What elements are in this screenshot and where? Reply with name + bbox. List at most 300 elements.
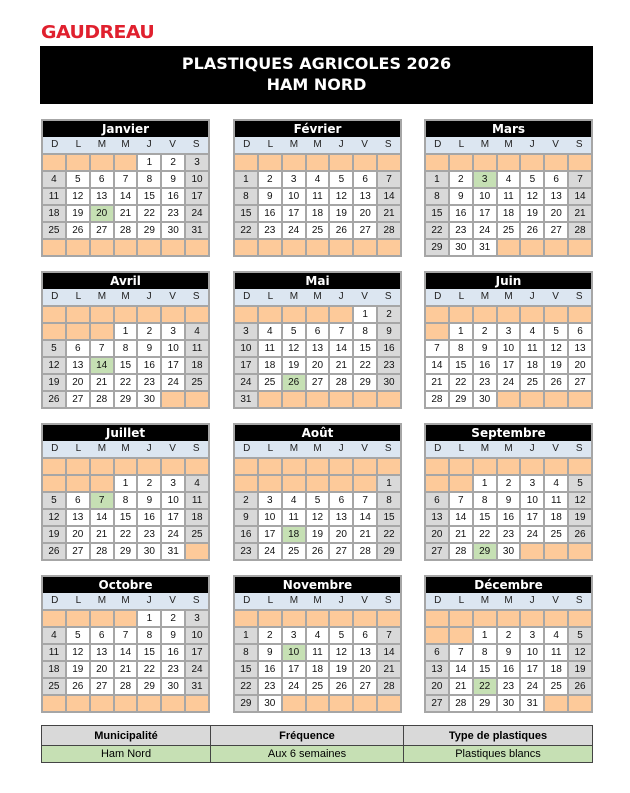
- month-calendar: [41, 271, 210, 409]
- weekday-letter: J: [329, 137, 353, 153]
- weekday-letter: S: [184, 593, 208, 609]
- day-cell: 23: [235, 544, 257, 559]
- day-cell: 27: [569, 375, 591, 390]
- day-cell: 21: [378, 662, 400, 677]
- day-cell: 4: [283, 493, 305, 508]
- weekday-letter: J: [520, 137, 544, 153]
- day-cell: 17: [498, 358, 520, 373]
- day-cell: 22: [138, 662, 160, 677]
- day-cell: 14: [354, 510, 376, 525]
- weekday-header-row: [425, 441, 592, 457]
- day-cell: 14: [115, 645, 137, 660]
- collection-day-cell: 3: [474, 172, 496, 187]
- empty-cell: [330, 392, 352, 407]
- day-cell: 12: [43, 510, 65, 525]
- day-cell: 5: [43, 493, 65, 508]
- empty-cell: [43, 476, 65, 491]
- day-cell: 26: [67, 679, 89, 694]
- empty-cell: [235, 240, 257, 255]
- day-cell: 20: [545, 206, 567, 221]
- day-cell: 21: [354, 527, 376, 542]
- weekday-letter: D: [43, 137, 67, 153]
- day-cell: 5: [330, 628, 352, 643]
- frequence-value: Aux 6 semaines: [211, 746, 404, 763]
- day-cell: 11: [545, 493, 567, 508]
- empty-cell: [474, 611, 496, 626]
- day-cell: 19: [283, 358, 305, 373]
- empty-cell: [569, 155, 591, 170]
- empty-cell: [521, 392, 543, 407]
- gaudreau-logo: GAUDREAU: [41, 22, 155, 43]
- day-cell: 21: [115, 206, 137, 221]
- day-cell: 2: [162, 155, 184, 170]
- day-cell: 26: [569, 527, 591, 542]
- day-cell: 5: [283, 324, 305, 339]
- weekday-header-row: [42, 289, 209, 305]
- collection-day-cell: 14: [91, 358, 113, 373]
- day-cell: 13: [426, 510, 448, 525]
- day-cell: 13: [354, 189, 376, 204]
- day-cell: 25: [43, 679, 65, 694]
- day-cell: 11: [186, 493, 208, 508]
- day-cell: 14: [330, 341, 352, 356]
- day-cell: 6: [91, 172, 113, 187]
- day-cell: 31: [162, 544, 184, 559]
- empty-cell: [330, 476, 352, 491]
- title-line-2: HAM NORD: [266, 75, 367, 94]
- day-cell: 10: [235, 341, 257, 356]
- empty-cell: [283, 392, 305, 407]
- day-cell: 28: [115, 223, 137, 238]
- empty-cell: [259, 392, 281, 407]
- weekday-letter: L: [450, 593, 474, 609]
- day-cell: 11: [259, 341, 281, 356]
- day-cell: 4: [521, 324, 543, 339]
- day-cell: 21: [378, 206, 400, 221]
- day-cell: 13: [91, 645, 113, 660]
- empty-cell: [498, 240, 520, 255]
- day-cell: 4: [186, 476, 208, 491]
- day-cell: 17: [235, 358, 257, 373]
- empty-cell: [426, 307, 448, 322]
- weekday-letter: S: [184, 137, 208, 153]
- empty-cell: [426, 611, 448, 626]
- day-cell: 21: [330, 358, 352, 373]
- day-cell: 25: [521, 375, 543, 390]
- day-cell: 23: [138, 375, 160, 390]
- empty-cell: [354, 392, 376, 407]
- day-cell: 12: [67, 645, 89, 660]
- title-line-1: PLASTIQUES AGRICOLES 2026: [181, 54, 452, 73]
- month-calendar: [233, 575, 402, 713]
- collection-day-cell: 18: [283, 527, 305, 542]
- day-cell: 11: [43, 645, 65, 660]
- day-cell: 24: [521, 679, 543, 694]
- day-cell: 5: [569, 476, 591, 491]
- empty-cell: [43, 307, 65, 322]
- month-name: Octobre: [43, 577, 208, 593]
- empty-cell: [283, 476, 305, 491]
- weekday-letter: V: [544, 441, 568, 457]
- day-cell: 20: [354, 206, 376, 221]
- empty-cell: [307, 155, 329, 170]
- day-cell: 9: [162, 628, 184, 643]
- day-cell: 16: [259, 662, 281, 677]
- empty-cell: [307, 611, 329, 626]
- day-cell: 4: [545, 628, 567, 643]
- day-cell: 7: [354, 493, 376, 508]
- empty-cell: [162, 240, 184, 255]
- day-cell: 23: [378, 358, 400, 373]
- day-cell: 6: [545, 172, 567, 187]
- weekday-letter: L: [67, 441, 91, 457]
- day-cell: 15: [378, 510, 400, 525]
- empty-cell: [91, 155, 113, 170]
- weekday-letter: M: [114, 441, 138, 457]
- day-cell: 22: [474, 527, 496, 542]
- empty-cell: [521, 240, 543, 255]
- weekday-letter: S: [567, 593, 591, 609]
- weekday-letter: J: [137, 289, 161, 305]
- day-cell: 15: [115, 358, 137, 373]
- day-cell: 18: [545, 662, 567, 677]
- empty-cell: [378, 240, 400, 255]
- empty-cell: [450, 155, 472, 170]
- empty-cell: [521, 155, 543, 170]
- day-cell: 15: [235, 662, 257, 677]
- empty-cell: [378, 611, 400, 626]
- day-cell: 13: [91, 189, 113, 204]
- day-cell: 5: [43, 341, 65, 356]
- day-cell: 29: [138, 223, 160, 238]
- collection-day-cell: 22: [474, 679, 496, 694]
- empty-cell: [545, 155, 567, 170]
- empty-cell: [474, 307, 496, 322]
- empty-cell: [91, 459, 113, 474]
- day-cell: 7: [450, 493, 472, 508]
- day-cell: 10: [259, 510, 281, 525]
- day-cell: 19: [545, 358, 567, 373]
- day-cell: 28: [378, 679, 400, 694]
- empty-cell: [186, 696, 208, 711]
- day-cell: 8: [474, 493, 496, 508]
- empty-cell: [235, 459, 257, 474]
- day-cell: 7: [330, 324, 352, 339]
- day-cell: 4: [43, 628, 65, 643]
- empty-cell: [545, 307, 567, 322]
- day-cell: 12: [521, 189, 543, 204]
- weekday-header-row: [425, 593, 592, 609]
- day-cell: 1: [235, 628, 257, 643]
- day-cell: 24: [235, 375, 257, 390]
- day-cell: 29: [426, 240, 448, 255]
- weekday-letter: J: [137, 593, 161, 609]
- empty-cell: [235, 307, 257, 322]
- day-cell: 10: [186, 172, 208, 187]
- day-cell: 31: [521, 696, 543, 711]
- weekday-letter: S: [567, 137, 591, 153]
- weekday-letter: S: [376, 593, 400, 609]
- day-cell: 5: [569, 628, 591, 643]
- days-grid: [425, 611, 592, 712]
- day-cell: 12: [67, 189, 89, 204]
- day-cell: 17: [521, 662, 543, 677]
- day-cell: 2: [378, 307, 400, 322]
- empty-cell: [235, 476, 257, 491]
- empty-cell: [569, 240, 591, 255]
- day-cell: 30: [474, 392, 496, 407]
- weekday-letter: S: [567, 289, 591, 305]
- weekday-header-row: [234, 137, 401, 153]
- day-cell: 27: [330, 544, 352, 559]
- day-cell: 9: [450, 189, 472, 204]
- day-cell: 24: [259, 544, 281, 559]
- weekday-letter: L: [67, 289, 91, 305]
- day-cell: 21: [569, 206, 591, 221]
- day-cell: 30: [162, 679, 184, 694]
- day-cell: 8: [378, 493, 400, 508]
- days-grid: [425, 155, 592, 256]
- day-cell: 23: [450, 223, 472, 238]
- day-cell: 29: [354, 375, 376, 390]
- day-cell: 14: [450, 510, 472, 525]
- day-cell: 26: [43, 544, 65, 559]
- day-cell: 11: [307, 189, 329, 204]
- month-name: Juillet: [43, 425, 208, 441]
- empty-cell: [521, 611, 543, 626]
- empty-cell: [283, 611, 305, 626]
- empty-cell: [378, 696, 400, 711]
- day-cell: 19: [521, 206, 543, 221]
- day-cell: 9: [138, 341, 160, 356]
- day-cell: 13: [426, 662, 448, 677]
- day-cell: 20: [354, 662, 376, 677]
- day-cell: 3: [259, 493, 281, 508]
- day-cell: 15: [138, 189, 160, 204]
- day-cell: 8: [426, 189, 448, 204]
- day-cell: 6: [91, 628, 113, 643]
- day-cell: 10: [283, 189, 305, 204]
- empty-cell: [569, 392, 591, 407]
- day-cell: 1: [235, 172, 257, 187]
- days-grid: [234, 307, 401, 408]
- day-cell: 29: [450, 392, 472, 407]
- empty-cell: [259, 611, 281, 626]
- day-cell: 20: [426, 679, 448, 694]
- day-cell: 27: [67, 544, 89, 559]
- empty-cell: [283, 696, 305, 711]
- empty-cell: [43, 459, 65, 474]
- days-grid: [425, 307, 592, 408]
- empty-cell: [67, 611, 89, 626]
- month-calendar: [233, 271, 402, 409]
- day-cell: 24: [186, 662, 208, 677]
- day-cell: 28: [450, 696, 472, 711]
- day-cell: 7: [569, 172, 591, 187]
- day-cell: 13: [569, 341, 591, 356]
- day-cell: 24: [186, 206, 208, 221]
- day-cell: 7: [91, 341, 113, 356]
- month-name: Décembre: [426, 577, 591, 593]
- day-cell: 2: [474, 324, 496, 339]
- weekday-letter: M: [90, 593, 114, 609]
- empty-cell: [115, 240, 137, 255]
- day-cell: 23: [259, 679, 281, 694]
- empty-cell: [91, 696, 113, 711]
- weekday-letter: M: [306, 289, 330, 305]
- empty-cell: [67, 476, 89, 491]
- month-name: Mars: [426, 121, 591, 137]
- day-cell: 3: [521, 628, 543, 643]
- empty-cell: [43, 240, 65, 255]
- day-cell: 30: [498, 696, 520, 711]
- empty-cell: [115, 459, 137, 474]
- empty-cell: [259, 240, 281, 255]
- day-cell: 19: [43, 375, 65, 390]
- weekday-letter: M: [497, 137, 521, 153]
- empty-cell: [43, 324, 65, 339]
- weekday-letter: L: [450, 289, 474, 305]
- days-grid: [234, 611, 401, 712]
- day-cell: 25: [186, 527, 208, 542]
- day-cell: 15: [354, 341, 376, 356]
- weekday-letter: S: [376, 289, 400, 305]
- day-cell: 22: [378, 527, 400, 542]
- weekday-letter: M: [497, 441, 521, 457]
- weekday-letter: D: [235, 137, 259, 153]
- empty-cell: [67, 307, 89, 322]
- day-cell: 8: [115, 493, 137, 508]
- weekday-letter: M: [282, 289, 306, 305]
- page-title: [40, 46, 593, 104]
- day-cell: 15: [138, 645, 160, 660]
- empty-cell: [450, 611, 472, 626]
- info-table-row: [42, 746, 593, 763]
- empty-cell: [545, 544, 567, 559]
- empty-cell: [330, 459, 352, 474]
- day-cell: 23: [138, 527, 160, 542]
- day-cell: 6: [426, 493, 448, 508]
- day-cell: 17: [186, 189, 208, 204]
- day-cell: 13: [67, 358, 89, 373]
- day-cell: 24: [283, 679, 305, 694]
- weekday-letter: S: [184, 289, 208, 305]
- empty-cell: [498, 307, 520, 322]
- empty-cell: [474, 155, 496, 170]
- day-cell: 17: [283, 662, 305, 677]
- empty-cell: [330, 307, 352, 322]
- day-cell: 28: [378, 223, 400, 238]
- day-cell: 24: [521, 527, 543, 542]
- day-cell: 31: [235, 392, 257, 407]
- day-cell: 22: [426, 223, 448, 238]
- day-cell: 6: [307, 324, 329, 339]
- empty-cell: [354, 155, 376, 170]
- weekday-letter: M: [114, 137, 138, 153]
- empty-cell: [259, 155, 281, 170]
- weekday-letter: J: [520, 593, 544, 609]
- empty-cell: [67, 459, 89, 474]
- day-cell: 16: [162, 189, 184, 204]
- day-cell: 25: [186, 375, 208, 390]
- day-cell: 7: [378, 628, 400, 643]
- day-cell: 25: [307, 679, 329, 694]
- weekday-letter: J: [329, 289, 353, 305]
- day-cell: 15: [474, 510, 496, 525]
- month-name: Janvier: [43, 121, 208, 137]
- day-cell: 5: [330, 172, 352, 187]
- weekday-letter: M: [497, 593, 521, 609]
- empty-cell: [426, 155, 448, 170]
- day-cell: 4: [259, 324, 281, 339]
- day-cell: 9: [498, 645, 520, 660]
- month-name: Septembre: [426, 425, 591, 441]
- day-cell: 28: [330, 375, 352, 390]
- month-name: Novembre: [235, 577, 400, 593]
- day-cell: 3: [162, 324, 184, 339]
- empty-cell: [378, 155, 400, 170]
- month-name: Mai: [235, 273, 400, 289]
- day-cell: 11: [521, 341, 543, 356]
- empty-cell: [91, 324, 113, 339]
- weekday-letter: D: [426, 593, 450, 609]
- empty-cell: [569, 459, 591, 474]
- collection-day-cell: 29: [474, 544, 496, 559]
- day-cell: 16: [235, 527, 257, 542]
- day-cell: 9: [498, 493, 520, 508]
- day-cell: 21: [91, 527, 113, 542]
- day-cell: 27: [426, 696, 448, 711]
- empty-cell: [378, 392, 400, 407]
- day-cell: 12: [330, 645, 352, 660]
- day-cell: 26: [569, 679, 591, 694]
- day-cell: 27: [354, 223, 376, 238]
- day-cell: 23: [498, 679, 520, 694]
- day-cell: 3: [162, 476, 184, 491]
- day-cell: 12: [545, 341, 567, 356]
- empty-cell: [307, 696, 329, 711]
- empty-cell: [259, 307, 281, 322]
- day-cell: 16: [498, 510, 520, 525]
- empty-cell: [259, 476, 281, 491]
- day-cell: 8: [115, 341, 137, 356]
- day-cell: 2: [138, 324, 160, 339]
- day-cell: 19: [569, 510, 591, 525]
- info-table-header: [42, 726, 593, 746]
- weekday-letter: J: [137, 441, 161, 457]
- day-cell: 28: [426, 392, 448, 407]
- day-cell: 3: [283, 628, 305, 643]
- empty-cell: [545, 392, 567, 407]
- collection-day-cell: 26: [283, 375, 305, 390]
- day-cell: 29: [378, 544, 400, 559]
- day-cell: 25: [307, 223, 329, 238]
- weekday-letter: J: [520, 289, 544, 305]
- day-cell: 19: [330, 662, 352, 677]
- day-cell: 13: [545, 189, 567, 204]
- day-cell: 30: [450, 240, 472, 255]
- empty-cell: [450, 628, 472, 643]
- day-cell: 10: [162, 341, 184, 356]
- weekday-letter: D: [426, 441, 450, 457]
- day-cell: 9: [138, 493, 160, 508]
- weekday-letter: M: [114, 289, 138, 305]
- day-cell: 20: [67, 375, 89, 390]
- collection-day-cell: 7: [91, 493, 113, 508]
- weekday-header-row: [234, 441, 401, 457]
- empty-cell: [354, 611, 376, 626]
- day-cell: 9: [474, 341, 496, 356]
